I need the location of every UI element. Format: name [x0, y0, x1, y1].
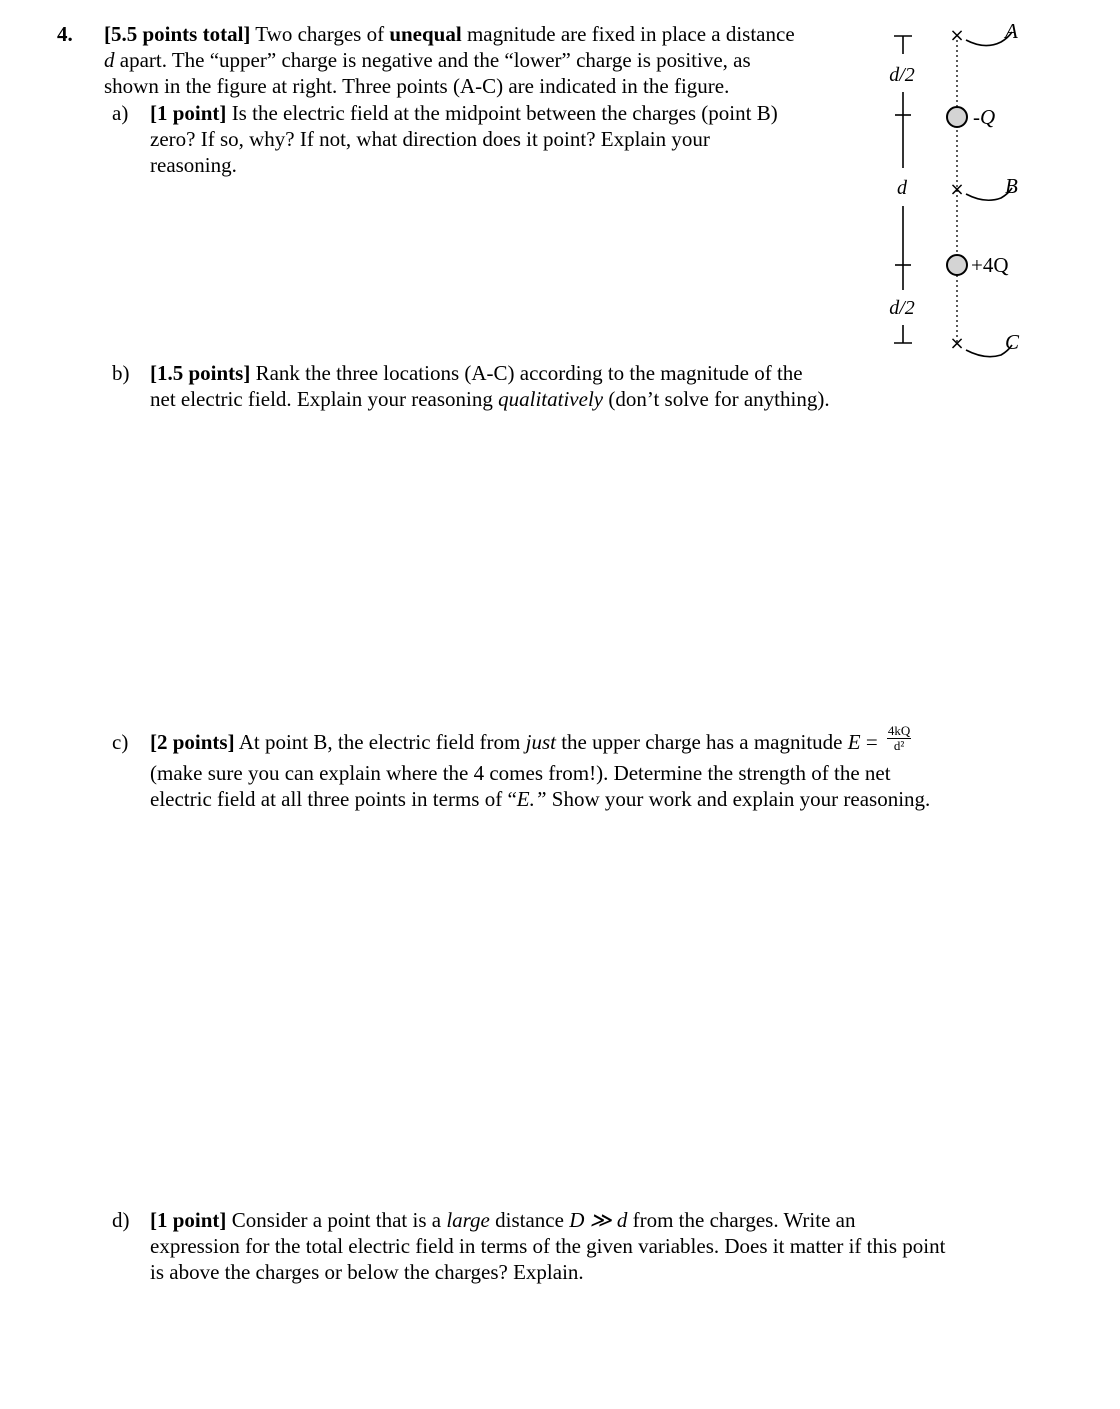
part-a-label: a)	[112, 101, 129, 125]
part-d-line-2: expression for the total electric field in terms of the given variables. Does it matter if this point	[150, 1234, 946, 1258]
question-intro-line-3: shown in the figure at right. Three points (A-C) are indicated in the figure.	[104, 74, 730, 98]
dim-label-top: d/2	[889, 64, 915, 86]
point-b-marker: ×	[949, 179, 965, 200]
part-b-label: b)	[112, 361, 130, 385]
part-c-line-2: (make sure you can explain where the 4 comes from!). Determine the strength of the net	[150, 761, 891, 785]
part-c-label: c)	[112, 730, 129, 754]
dim-label-bottom: d/2	[889, 297, 915, 319]
point-c-marker: ×	[949, 333, 965, 354]
question-intro-line-1: [5.5 points total] Two charges of unequal magnitude are fixed in place a distance	[104, 22, 795, 46]
charge-lower-label: +4Q	[971, 253, 1009, 277]
part-a-line-2: zero? If so, why? If not, what direction does it point? Explain your	[150, 127, 710, 151]
charge-upper-label: -Q	[973, 105, 996, 129]
part-c-line-3: electric field at all three points in terms of “E.” Show your work and explain your reasoning.	[150, 787, 931, 811]
part-d-line-1: [1 point] Consider a point that is a large distance D ≫ d from the charges. Write an	[150, 1208, 856, 1232]
question-number: 4.	[57, 22, 73, 46]
part-d-label: d)	[112, 1208, 130, 1232]
part-c-points: [2 points]	[150, 730, 235, 754]
point-b-label: B	[1005, 174, 1018, 198]
part-b-line-2: net electric field. Explain your reasoning qualitatively (don’t solve for anything).	[150, 387, 830, 411]
part-a-points: [1 point]	[150, 101, 227, 125]
part-a-line-3: reasoning.	[150, 153, 237, 177]
charge-upper-circle	[947, 107, 967, 127]
charge-lower-circle	[947, 255, 967, 275]
part-b-points: [1.5 points]	[150, 361, 251, 385]
emphasis-unequal: unequal	[389, 22, 462, 46]
part-d-line-3: is above the charges or below the charges? Explain.	[150, 1260, 584, 1284]
dim-label-mid: d	[897, 177, 907, 199]
question-points: [5.5 points total]	[104, 22, 251, 46]
point-a-label: A	[1005, 19, 1018, 43]
question-intro-line-2: d apart. The “upper” charge is negative and the “lower” charge is positive, as	[104, 48, 751, 72]
part-c-line-1: [2 points] At point B, the electric field from just the upper charge has a magnitude E = $\frac{4kQ}{\text{d²}}$	[150, 722, 911, 754]
field-fraction: $\frac{4kQ}{\text{d²}}$	[887, 722, 911, 753]
point-a-marker: ×	[949, 25, 965, 46]
part-d-points: [1 point]	[150, 1208, 227, 1232]
part-b-line-1: [1.5 points] Rank the three locations (A-C) according to the magnitude of the	[150, 361, 803, 385]
point-c-label: C	[1005, 330, 1020, 354]
part-a-line-1: [1 point] Is the electric field at the midpoint between the charges (point B)	[150, 101, 778, 125]
